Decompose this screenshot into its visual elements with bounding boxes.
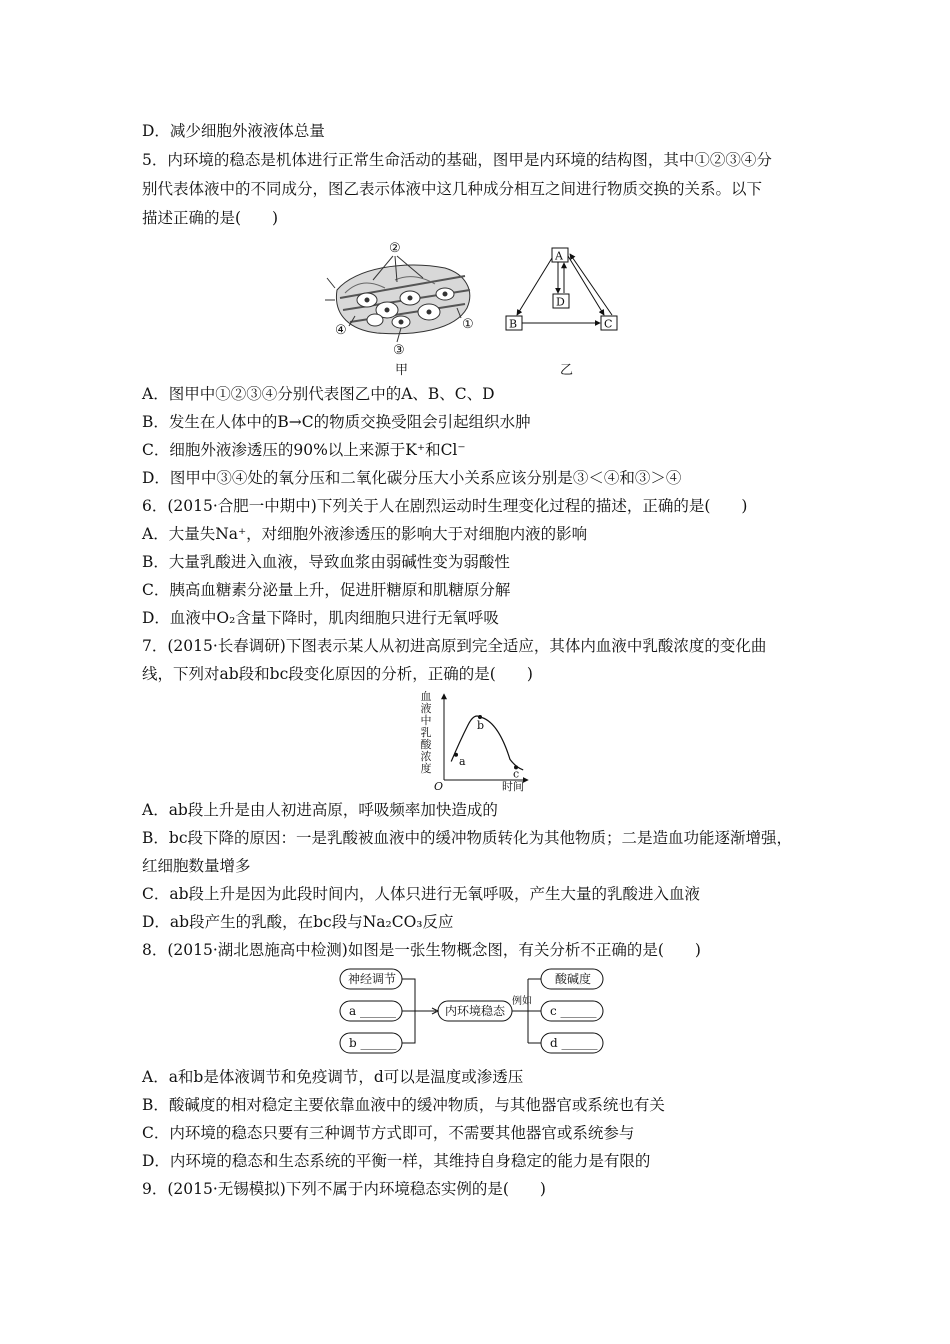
node-a-label: A (555, 249, 563, 263)
q5-option-a: A．图甲中①②③④分别代表图乙中的A、B、C、D (142, 385, 495, 403)
figure-yi (500, 242, 630, 380)
arrow-a-b (517, 258, 552, 315)
q5-option-c: C．细胞外液渗透压的90%以上来源于K⁺和Cl⁻ (142, 441, 466, 459)
node-ph-label: 酸碱度 (555, 972, 592, 986)
arrow-c-a (570, 254, 612, 315)
node-d-label: d ______ (550, 1036, 598, 1050)
q8-option-a: A．a和b是体液调节和免疫调节，d可以是温度或渗透压 (142, 1068, 524, 1086)
y-label-char: 液 (420, 702, 432, 715)
y-label-char: 度 (420, 762, 432, 775)
q5-stem-1: 5．内环境的稳态是机体进行正常生命活动的基础，图甲是内环境的结构图，其中①②③④分 (142, 151, 772, 169)
q8-option-d: D．内环境的稳态和生态系统的平衡一样，其维持自身稳定的能力是有限的 (142, 1152, 651, 1170)
figure-jia-caption: 甲 (395, 363, 409, 378)
node-nerve-regulation-label: 神经调节 (348, 972, 397, 986)
node-b-label: b ______ (349, 1036, 397, 1050)
q7-option-d: D．ab段产生的乳酸，在bc段与Na₂CO₃反应 (142, 913, 454, 931)
origin-label: O (434, 780, 444, 793)
left-bracket (402, 979, 436, 1043)
node-a-label: a ______ (349, 1004, 396, 1018)
q5-stem-2: 别代表体液中的不同成分，图乙表示体液中这几种成分相互之间进行物质交换的关系。以下 (142, 180, 763, 198)
point-label-c: c (513, 767, 520, 781)
arrow-a-c (568, 256, 604, 315)
q7-stem-2: 线，下列对ab段和bc段变化原因的分析，正确的是( ) (142, 665, 533, 683)
q8-option-c: C．内环境的稳态只要有三种调节方式即可，不需要其他器官或系统参与 (142, 1124, 635, 1142)
label-3: ③ (393, 343, 405, 358)
example-label: 例如 (512, 996, 532, 1007)
q8-option-b: B．酸碱度的相对稳定主要依靠血液中的缓冲物质，与其他器官或系统也有关 (142, 1096, 665, 1114)
point-label-a: a (459, 754, 466, 768)
concept-map (335, 966, 615, 1060)
node-c-label: c ______ (550, 1004, 597, 1018)
q5-option-b: B．发生在人体中的B→C的物质交换受阻会引起组织水肿 (142, 413, 531, 431)
node-homeostasis-label: 内环境稳态 (445, 1004, 506, 1018)
q6-option-b: B．大量乳酸进入血液，导致血浆由弱碱性变为弱酸性 (142, 553, 510, 571)
figure-jia (325, 238, 485, 380)
q6-option-c: C．胰高血糖素分泌量上升，促进肝糖原和肌糖原分解 (142, 581, 511, 599)
q7-stem-1: 7．(2015·长春调研)下图表示某人从初进高原到完全适应，其体内血液中乳酸浓度的变化曲 (142, 637, 767, 655)
node-c-label: C (604, 317, 613, 331)
right-bracket (512, 979, 541, 1043)
q7-option-a: A．ab段上升是由人初进高原，呼吸频率加快造成的 (142, 801, 498, 819)
node-b-label: B (509, 317, 518, 331)
y-label-char: 血 (420, 690, 432, 703)
y-label-char: 乳 (420, 726, 432, 739)
q6-option-d: D．血液中O₂含量下降时，肌肉细胞只进行无氧呼吸 (142, 609, 499, 627)
q8-stem: 8．(2015·湖北恩施高中检测)如图是一张生物概念图，有关分析不正确的是( ) (142, 941, 701, 959)
q9-stem: 9．(2015·无锡模拟)下列不属于内环境稳态实例的是( ) (142, 1180, 546, 1198)
lactic-acid-chart (418, 688, 538, 794)
tissue-drawing (325, 256, 470, 342)
q5-option-d: D．图甲中③④处的氧分压和二氧化碳分压大小关系应该分别是③＜④和③＞④ (142, 469, 682, 487)
q6-stem: 6．(2015·合肥一中期中)下列关于人在剧烈运动时生理变化过程的描述，正确的是( ) (142, 497, 748, 515)
y-label-char: 酸 (420, 738, 432, 751)
q5-stem-3: 描述正确的是( ) (142, 209, 279, 227)
y-label-char: 中 (420, 714, 432, 727)
figure-yi-caption: 乙 (560, 363, 574, 378)
q6-option-a: A．大量失Na⁺，对细胞外液渗透压的影响大于对细胞内液的影响 (142, 525, 588, 543)
label-4: ④ (335, 323, 347, 338)
q7-option-b-2: 红细胞数量增多 (142, 857, 251, 875)
q4-option-d: D．减少细胞外液液体总量 (142, 122, 325, 140)
q7-option-b-1: B．bc段下降的原因：一是乳酸被血液中的缓冲物质转化为其他物质；二是造血功能逐渐增强， (142, 829, 792, 847)
q7-option-c: C．ab段上升是因为此段时间内，人体只进行无氧呼吸，产生大量的乳酸进入血液 (142, 885, 701, 903)
label-1: ① (462, 317, 474, 332)
x-axis-label: 时间 (502, 780, 524, 793)
point-label-b: b (477, 719, 485, 732)
node-d-label: D (556, 295, 565, 309)
y-axis-label (421, 690, 433, 775)
point-a (454, 753, 458, 757)
y-label-char: 浓 (420, 750, 432, 763)
label-2: ② (389, 241, 401, 256)
